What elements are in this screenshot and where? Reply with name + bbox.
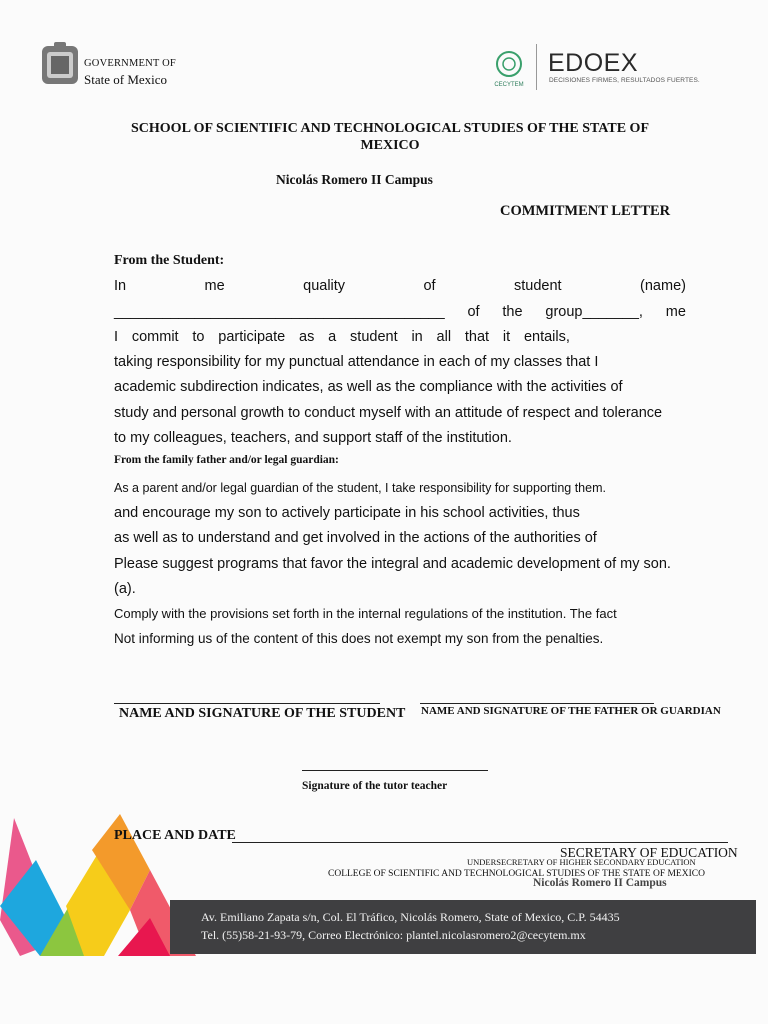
- word: of: [423, 278, 436, 294]
- edoex-brand: EDOEX: [548, 49, 639, 77]
- guardian-signature-line: [420, 703, 654, 704]
- student-section-heading: From the Student:: [114, 253, 225, 268]
- word: _________________________________________: [114, 304, 445, 320]
- undersecretary-line: UNDERSECRETARY OF HIGHER SECONDARY EDUCATION: [467, 857, 696, 867]
- place-date-line: [232, 842, 728, 843]
- cecytem-logo-text: CECYTEM: [494, 82, 524, 88]
- guardian-section-heading: From the family father and/or legal guardian:: [114, 454, 339, 466]
- word: a: [328, 329, 337, 345]
- footer-contact-bar: [170, 900, 756, 954]
- word: that: [464, 329, 490, 345]
- guardian-line-6: Comply with the provisions set forth in the internal regulations of the institution. The fact: [114, 606, 617, 621]
- letter-title: COMMITMENT LETTER: [500, 203, 671, 219]
- student-line-7: to my colleagues, teachers, and support staff of the institution.: [114, 430, 512, 446]
- guardian-signature-label: NAME AND SIGNATURE OF THE FATHER OR GUARDIAN: [421, 705, 721, 717]
- guardian-line-1: As a parent and/or legal guardian of the student, I take responsibility for supporting them.: [114, 481, 606, 495]
- student-line-1: [114, 277, 686, 295]
- word: all: [436, 329, 452, 345]
- place-date-label: PLACE AND DATE: [114, 828, 236, 843]
- word: commit: [131, 329, 179, 345]
- student-line-5: academic subdirection indicates, as well as the compliance with the activities of: [114, 379, 623, 395]
- guardian-line-3: as well as to understand and get involved in the actions of the authorities of: [114, 530, 597, 546]
- student-signature-label: NAME AND SIGNATURE OF THE STUDENT: [119, 706, 406, 721]
- footer-contact: Tel. (55)58-21-93-79, Correo Electrónico: plantel.nicolasromero2@cecytem.mx: [201, 928, 586, 942]
- guardian-line-7: Not informing us of the content of this does not exempt my son from the penalties.: [114, 631, 604, 646]
- word: me: [204, 278, 225, 294]
- word: student: [514, 278, 562, 294]
- secretary-education: SECRETARY OF EDUCATION: [560, 845, 738, 860]
- college-line: COLLEGE OF SCIENTIFIC AND TECHNOLOGICAL STUDIES OF THE STATE OF MEXICO: [328, 869, 705, 879]
- word: group_______,: [545, 304, 643, 320]
- student-line-6: study and personal growth to conduct myself with an attitude of respect and tolerance: [114, 405, 663, 421]
- word: the: [502, 304, 523, 320]
- edoex-tagline: DECISIONES FIRMES, RESULTADOS FUERTES.: [549, 77, 700, 84]
- student-line-3: [114, 328, 570, 346]
- word: of: [467, 304, 480, 320]
- word: in: [411, 329, 423, 345]
- logo-divider: [536, 44, 537, 90]
- word: quality: [303, 278, 346, 294]
- tutor-signature-label: Signature of the tutor teacher: [302, 780, 448, 792]
- word: (name): [640, 278, 686, 294]
- word: me: [665, 304, 686, 320]
- word: In: [114, 278, 127, 294]
- student-line-2: [114, 303, 686, 321]
- government-line: GOVERNMENT OF: [84, 58, 176, 69]
- guardian-line-5: (a).: [114, 581, 136, 597]
- word: it: [502, 329, 511, 345]
- student-line-4: taking responsibility for my punctual attendance in each of my classes that I: [114, 354, 599, 370]
- student-signature-line: [114, 703, 380, 704]
- tutor-signature-line: [302, 770, 488, 771]
- cecytem-logo-icon: [494, 50, 524, 90]
- word: entails,: [523, 329, 570, 345]
- footer-campus: Nicolás Romero II Campus: [533, 877, 667, 889]
- state-seal-icon: [40, 42, 80, 86]
- school-title: SCHOOL OF SCIENTIFIC AND TECHNOLOGICAL STUDIES OF THE STATE OF MEXICO: [131, 121, 649, 153]
- word: participate: [218, 329, 286, 345]
- guardian-line-2: and encourage my son to actively participate in his school activities, thus: [114, 505, 580, 521]
- state-line: State of Mexico: [84, 72, 168, 87]
- word: student: [350, 329, 398, 345]
- word: as: [299, 329, 315, 345]
- word: to: [192, 329, 205, 345]
- footer-address: Av. Emiliano Zapata s/n, Col. El Tráfico, Nicolás Romero, State of Mexico, C.P. 54435: [201, 910, 620, 924]
- campus-title: Nicolás Romero II Campus: [276, 172, 433, 187]
- guardian-line-4: Please suggest programs that favor the integral and academic development of my son.: [114, 556, 671, 572]
- word: I: [114, 329, 119, 345]
